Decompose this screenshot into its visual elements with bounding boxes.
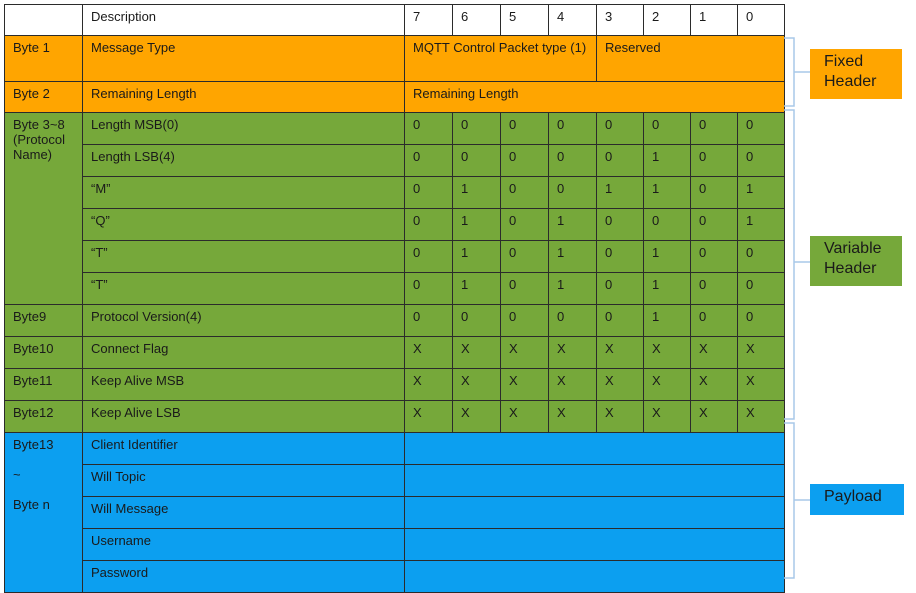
bit-cell: 0: [597, 209, 644, 241]
bit-cell: X: [501, 401, 549, 433]
bit-cell: 1: [738, 209, 785, 241]
bit-cell: 0: [691, 177, 738, 209]
bit-cell: 0: [738, 305, 785, 337]
bit-cell: X: [501, 337, 549, 369]
bit-cell: X: [738, 337, 785, 369]
field-description: Message Type: [83, 36, 405, 82]
field-description: Will Message: [83, 497, 405, 529]
field-description: Will Topic: [83, 465, 405, 497]
bit-cell: 0: [405, 177, 453, 209]
bit-cell: 1: [644, 305, 691, 337]
bit-cell: 0: [691, 241, 738, 273]
bit-header: 5: [501, 5, 549, 36]
bit-cell: 0: [501, 113, 549, 145]
bit-header: 3: [597, 5, 644, 36]
byte-label: Byte10: [5, 337, 83, 369]
bit-cell: 0: [691, 209, 738, 241]
bit-cell: 0: [501, 177, 549, 209]
field-description: Keep Alive MSB: [83, 369, 405, 401]
byte-label: Byte12: [5, 401, 83, 433]
bit-cell: 0: [501, 273, 549, 305]
byte-label: Byte 1: [5, 36, 83, 82]
bit-cell: 1: [549, 209, 597, 241]
bit-cell: 1: [738, 177, 785, 209]
bit-cell: 1: [453, 209, 501, 241]
bit-cell: 1: [453, 177, 501, 209]
bit-cell: 0: [453, 113, 501, 145]
bit-header: 4: [549, 5, 597, 36]
bit-cell: 0: [549, 177, 597, 209]
bit-cell: 0: [597, 305, 644, 337]
remaining-length-cell: Remaining Length: [405, 82, 785, 113]
field-description: “M”: [83, 177, 405, 209]
packet-type-cell: MQTT Control Packet type (1): [405, 36, 597, 82]
bit-cell: 0: [405, 209, 453, 241]
field-description: Length MSB(0): [83, 113, 405, 145]
byte-label: Byte11: [5, 369, 83, 401]
bit-cell: X: [691, 369, 738, 401]
bit-cell: X: [405, 401, 453, 433]
bit-cell: 1: [644, 273, 691, 305]
bit-cell: X: [405, 337, 453, 369]
bit-header: 6: [453, 5, 501, 36]
bit-cell: 0: [597, 113, 644, 145]
bit-cell: 0: [738, 145, 785, 177]
field-description: Protocol Version(4): [83, 305, 405, 337]
field-description: Connect Flag: [83, 337, 405, 369]
byte-label: Byte 3~8 (Protocol Name): [5, 113, 83, 305]
field-description: Length LSB(4): [83, 145, 405, 177]
bit-cell: 0: [453, 145, 501, 177]
bit-cell: X: [501, 369, 549, 401]
bit-cell: 1: [644, 241, 691, 273]
bit-cell: 1: [453, 241, 501, 273]
field-description: Client Identifier: [83, 433, 405, 465]
bit-cell: 0: [549, 305, 597, 337]
bit-cell: 0: [738, 113, 785, 145]
bit-cell: X: [597, 369, 644, 401]
bit-cell: X: [405, 369, 453, 401]
bit-cell: 1: [644, 177, 691, 209]
bit-cell: X: [644, 337, 691, 369]
field-description: Keep Alive LSB: [83, 401, 405, 433]
bit-cell: 0: [691, 305, 738, 337]
fixed-header-label-text: Fixed Header: [824, 53, 877, 90]
bit-cell: 1: [597, 177, 644, 209]
field-description: “T”: [83, 273, 405, 305]
bit-cell: 1: [549, 241, 597, 273]
bit-cell: X: [644, 401, 691, 433]
field-description: Remaining Length: [83, 82, 405, 113]
bit-cell: 0: [405, 305, 453, 337]
bit-cell: 0: [405, 113, 453, 145]
bit-cell: X: [453, 401, 501, 433]
bit-header: 2: [644, 5, 691, 36]
bit-cell: 1: [453, 273, 501, 305]
bit-cell: X: [597, 401, 644, 433]
fixed-header-label: [810, 49, 902, 99]
bit-cell: 0: [501, 241, 549, 273]
field-description: “Q”: [83, 209, 405, 241]
variable-header-bracket: [784, 110, 810, 419]
bit-cell: X: [549, 337, 597, 369]
bit-cell: X: [549, 369, 597, 401]
bit-cell: 0: [501, 305, 549, 337]
payload-label: [810, 484, 904, 515]
bit-cell: X: [738, 401, 785, 433]
variable-header-label: [810, 236, 902, 286]
bit-cell: 0: [405, 241, 453, 273]
bit-cell: 1: [549, 273, 597, 305]
payload-label-text: Payload: [824, 488, 882, 505]
bit-cell: 0: [691, 113, 738, 145]
byte-label: Byte9: [5, 305, 83, 337]
bit-cell: X: [644, 369, 691, 401]
variable-header-label-text: Variable Header: [824, 240, 882, 277]
bit-cell: X: [453, 369, 501, 401]
bit-cell: 0: [597, 241, 644, 273]
fixed-header-bracket: [784, 38, 810, 106]
bit-cell: 0: [405, 273, 453, 305]
byte-label: Byte 2: [5, 82, 83, 113]
bit-cell: 1: [644, 145, 691, 177]
bit-cell: 0: [549, 145, 597, 177]
bit-cell: 0: [644, 113, 691, 145]
bit-cell: 0: [597, 145, 644, 177]
bit-cell: 0: [549, 113, 597, 145]
bit-cell: 0: [501, 209, 549, 241]
bit-cell: X: [691, 337, 738, 369]
bit-cell: 0: [597, 273, 644, 305]
bit-cell: 0: [738, 241, 785, 273]
reserved-cell: Reserved: [597, 36, 785, 82]
bit-cell: 0: [691, 273, 738, 305]
byte-label: Byte13 ~ Byte n: [5, 433, 83, 593]
field-description: Username: [83, 529, 405, 561]
bit-cell: X: [597, 337, 644, 369]
bit-cell: X: [738, 369, 785, 401]
bit-cell: 0: [738, 273, 785, 305]
bit-cell: X: [549, 401, 597, 433]
bit-cell: 0: [644, 209, 691, 241]
header-description: Description: [83, 5, 405, 36]
bit-cell: 0: [453, 305, 501, 337]
bit-cell: 0: [501, 145, 549, 177]
bit-cell: X: [453, 337, 501, 369]
field-description: “T”: [83, 241, 405, 273]
bit-header: 1: [691, 5, 738, 36]
bit-cell: 0: [405, 145, 453, 177]
bit-cell: 0: [691, 145, 738, 177]
payload-bracket: [784, 423, 810, 578]
bit-header: 0: [738, 5, 785, 36]
field-description: Password: [83, 561, 405, 593]
bit-cell: X: [691, 401, 738, 433]
bit-header: 7: [405, 5, 453, 36]
